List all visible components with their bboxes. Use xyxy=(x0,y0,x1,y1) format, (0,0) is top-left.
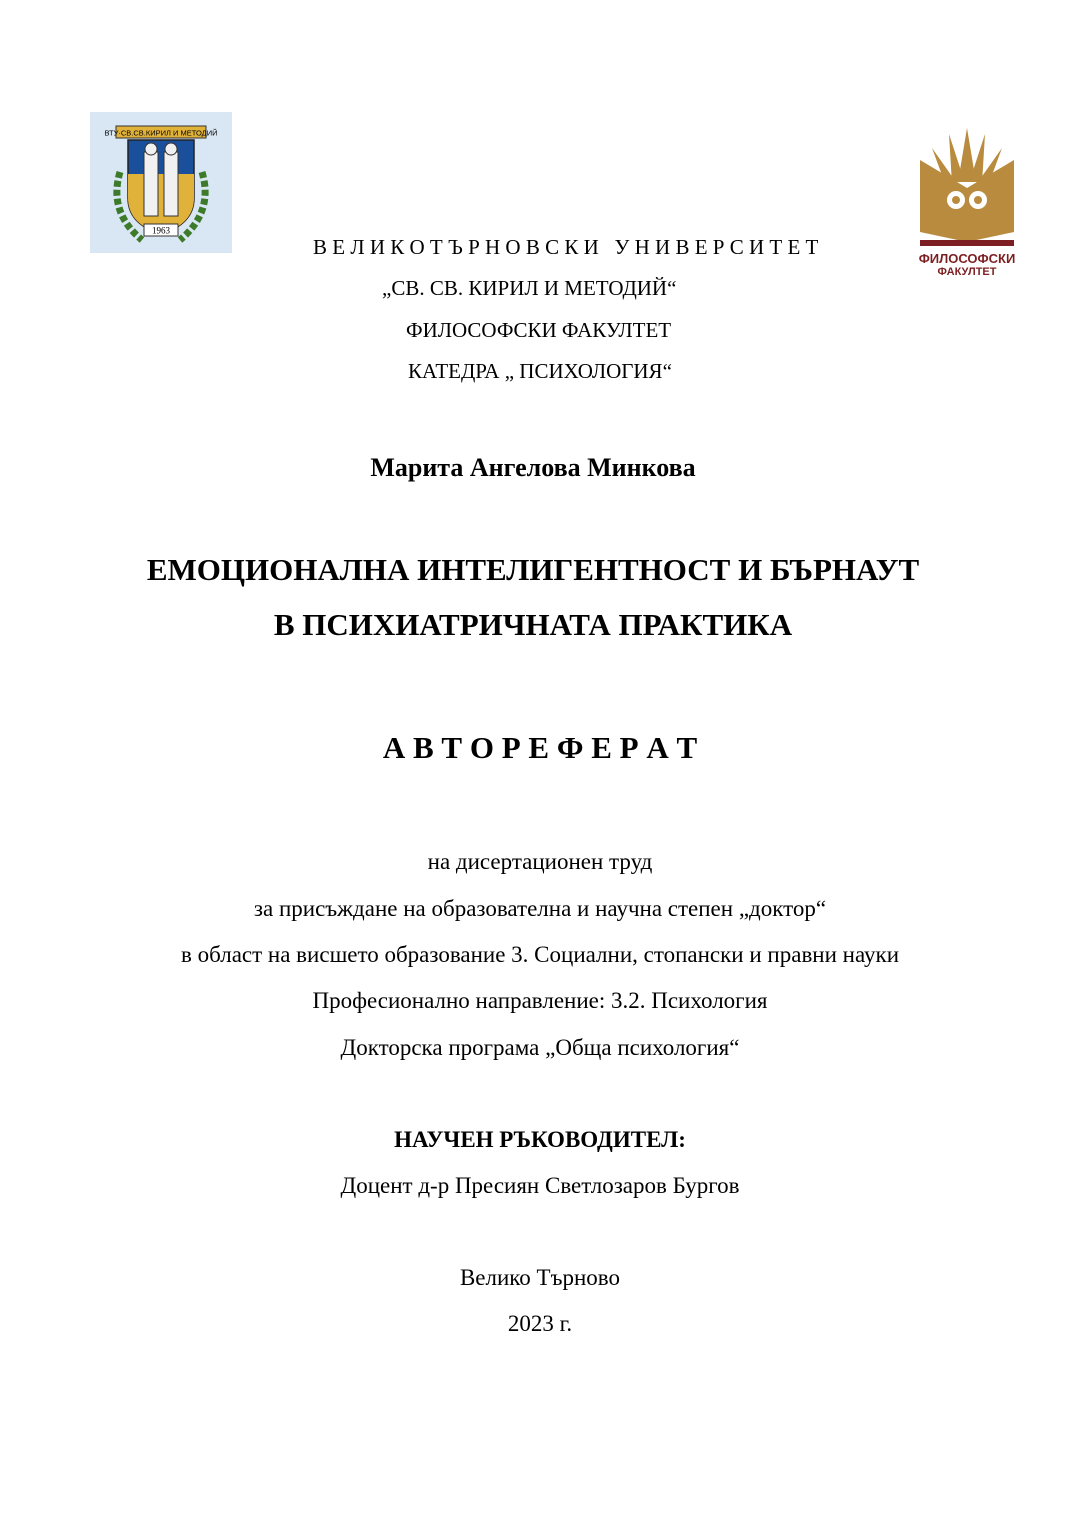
author-name: Марита Ангелова Минкова xyxy=(370,453,696,482)
description-line-5: Докторска програма „Обща психология“ xyxy=(340,1035,740,1060)
title-line-1: ЕМОЦИОНАЛНА ИНТЕЛИГЕНТНОСТ И БЪРНАУТ xyxy=(146,552,920,587)
university-heading: В Е Л И К О Т Ъ Р Н О В С К И У Н И В Е Р С И Т Е Т xyxy=(313,235,819,259)
university-name: „СВ. СВ. КИРИЛ И МЕТОДИЙ“ xyxy=(382,276,677,300)
university-logo xyxy=(90,112,232,253)
title-line-2: В ПСИХИАТРИЧНАТА ПРАКТИКА xyxy=(273,607,793,642)
faculty-logo-line1: ФИЛОСОФСКИ xyxy=(918,251,1016,266)
city: Велико Търново xyxy=(459,1265,621,1290)
university-crest-icon xyxy=(90,112,232,253)
faculty-logo-line2: ФАКУЛТЕТ xyxy=(937,266,997,278)
description-line-4: Професионално направление: 3.2. Психология xyxy=(312,988,768,1013)
faculty-logo xyxy=(914,120,1020,282)
supervisor-name: Доцент д-р Пресиян Светлозаров Бургов xyxy=(340,1173,740,1198)
supervisor-label: НАУЧЕН РЪКОВОДИТЕЛ: xyxy=(394,1127,686,1152)
description-line-1: на дисертационен труд xyxy=(427,849,653,874)
document-type: А В Т О Р Е Ф Е Р А Т xyxy=(382,730,698,765)
owl-book-icon xyxy=(914,120,1020,250)
crest-banner-text: ВТУ·СВ.СВ.КИРИЛ И МЕТОДИЙ xyxy=(104,128,218,138)
department-heading: КАТЕДРА „ ПСИХОЛОГИЯ“ xyxy=(408,359,672,383)
crest-year: 1963 xyxy=(152,225,170,236)
faculty-heading: ФИЛОСОФСКИ ФАКУЛТЕТ xyxy=(406,318,672,342)
description-line-3: в област на висшето образование 3. Социални, стопански и правни науки xyxy=(180,942,900,967)
description-line-2: за присъждане на образователна и научна степен „доктор“ xyxy=(253,896,827,921)
year: 2023 г. xyxy=(507,1311,573,1336)
